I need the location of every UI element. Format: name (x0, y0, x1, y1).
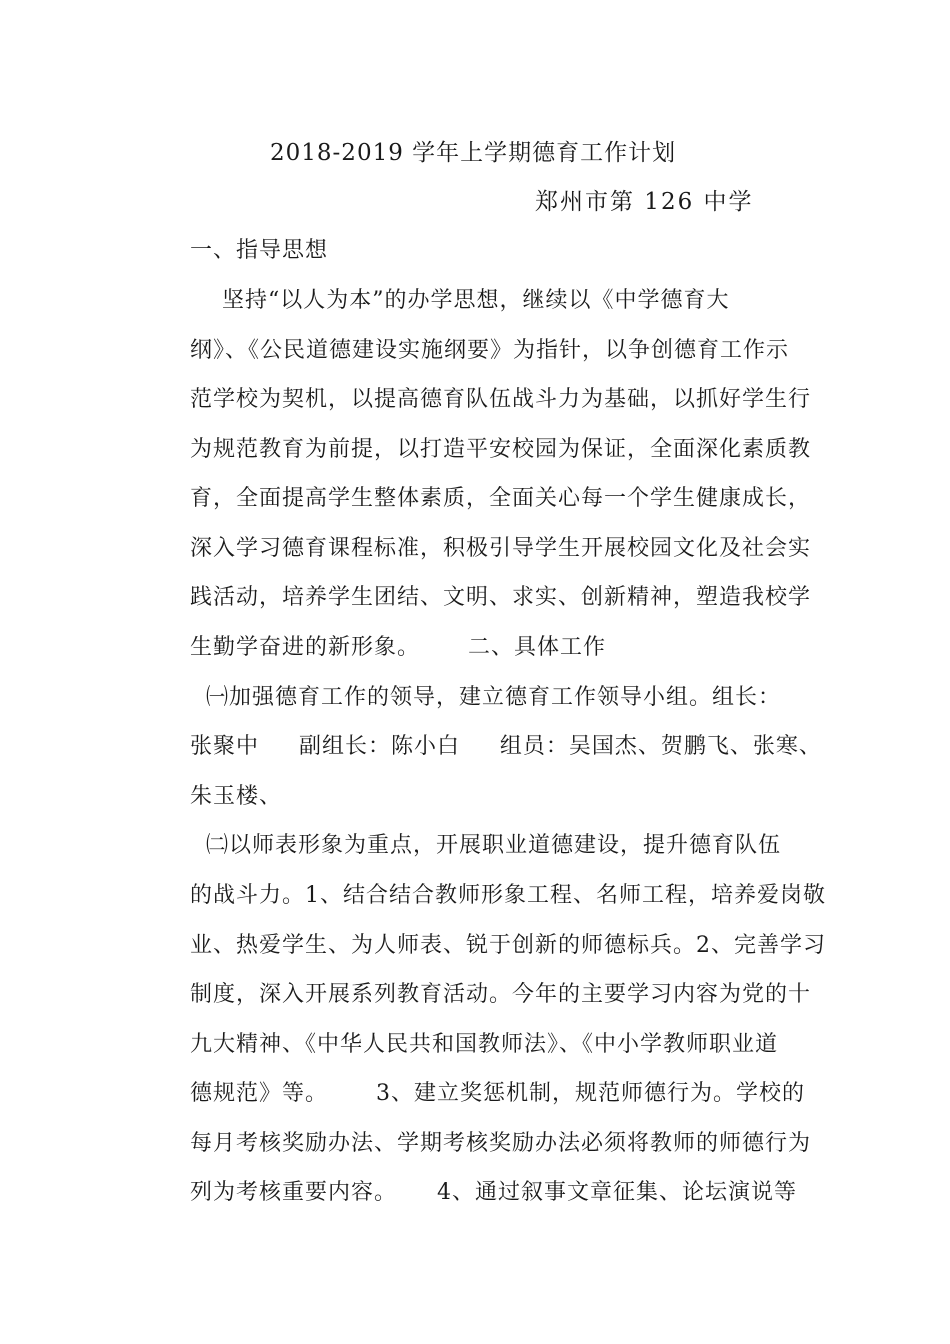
paragraph-line: 为规范教育为前提，以打造平安校园为保证，全面深化素质教 (190, 437, 812, 462)
paragraph-line: ㈠加强德育工作的领导，建立德育工作领导小组。组长： (190, 685, 781, 710)
paragraph-line: 九大精神、《中华人民共和国教师法》、《中小学教师职业道 (190, 1032, 779, 1057)
paragraph-line: 的战斗力。1、结合结合教师形象工程、名师工程，培养爱岗敬 (190, 883, 826, 908)
paragraph-line: 践活动，培养学生团结、文明、求实、创新精神，塑造我校学 (190, 585, 812, 610)
paragraph-line: 育，全面提高学生整体素质，全面关心每一个学生健康成长， (190, 486, 812, 511)
paragraph-line: 德规范》等。 3、建立奖惩机制，规范师德行为。学校的 (190, 1081, 805, 1106)
paragraph-line: 纲》、《公民道德建设实施纲要》为指针，以争创德育工作示 (190, 338, 790, 363)
paragraph-line: ㈡以师表形象为重点，开展职业道德建设，提升德育队伍 (190, 833, 781, 858)
paragraph-line: 业、热爱学生、为人师表、锐于创新的师德标兵。2、完善学习 (190, 933, 826, 958)
paragraph-line: 生勤学奋进的新形象。 二、具体工作 (190, 635, 606, 660)
paragraph-line: 张聚中 副组长：陈小白 组员：吴国杰、贺鹏飞、张寒、 (190, 734, 822, 759)
paragraph-line: 范学校为契机，以提高德育队伍战斗力为基础，以抓好学生行 (190, 387, 812, 412)
paragraph-line: 每月考核奖励办法、学期考核奖励办法必须将教师的师德行为 (190, 1131, 812, 1156)
school-name: 郑州市第 126 中学 (535, 189, 754, 215)
paragraph-line: 深入学习德育课程标准，积极引导学生开展校园文化及社会实 (190, 536, 812, 561)
paragraph-line: 坚持“以人为本”的办学思想，继续以《中学德育大 (190, 288, 730, 313)
document-title: 2018-2019 学年上学期德育工作计划 (270, 140, 677, 166)
section-heading-guiding-ideology: 一、指导思想 (190, 238, 329, 263)
paragraph-line: 列为考核重要内容。 4、通过叙事文章征集、论坛演说等 (190, 1180, 797, 1205)
paragraph-line: 朱玉楼、 (190, 784, 283, 809)
paragraph-line: 制度，深入开展系列教育活动。今年的主要学习内容为党的十 (190, 982, 812, 1007)
